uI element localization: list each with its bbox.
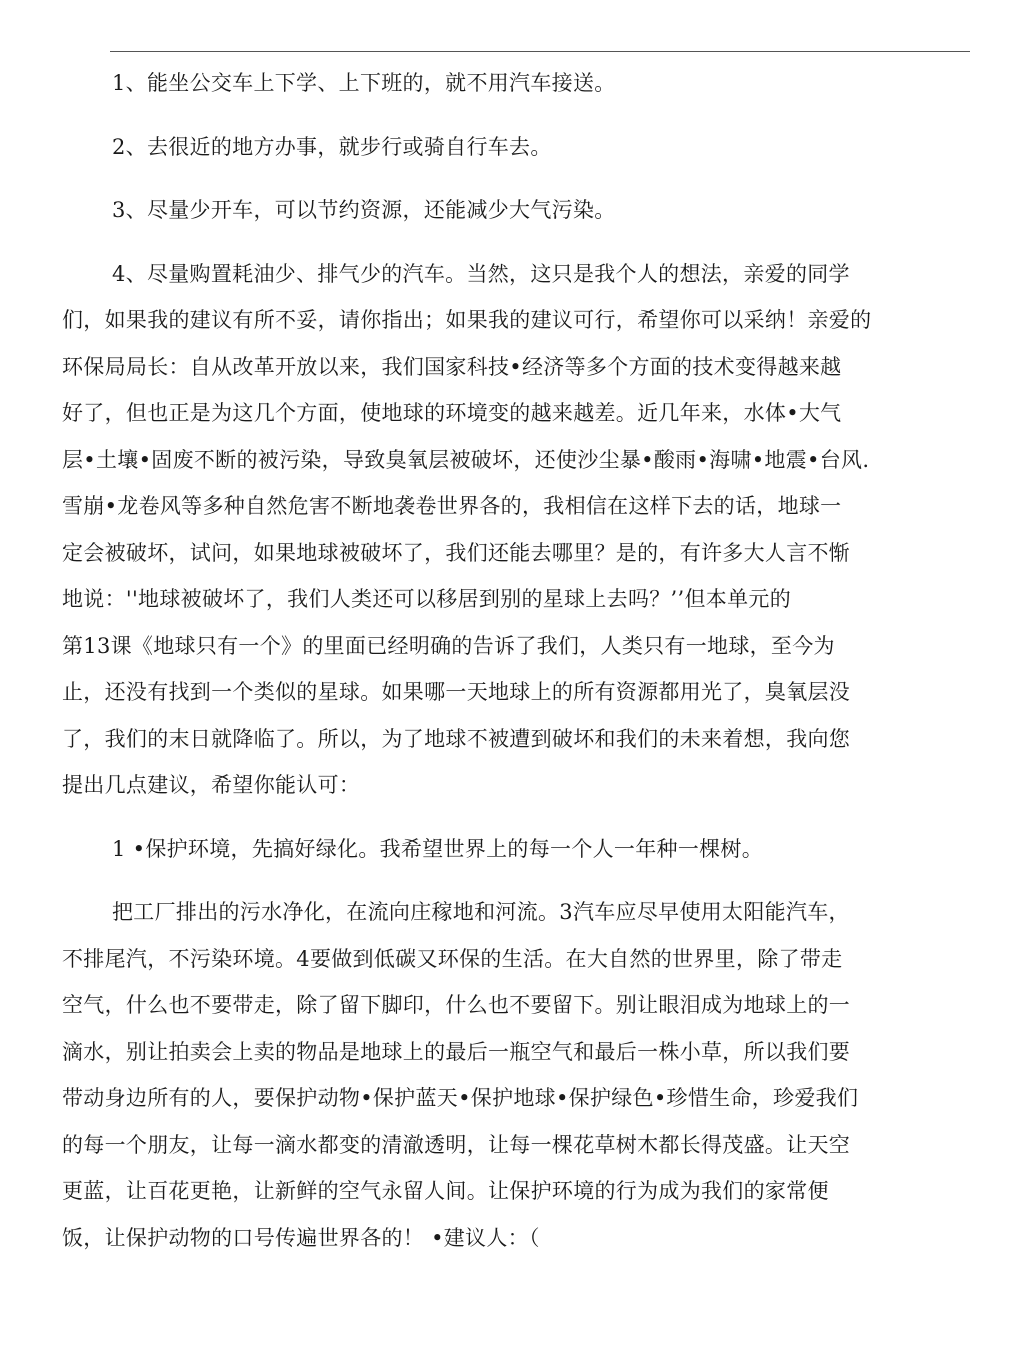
text-line: 层•土壤•固废不断的被污染，导致臭氧层被破坏，还使沙尘暴•酸雨•海啸•地震•台风. [62,447,870,472]
text-line: 雪崩•龙卷风等多种自然危害不断地袭卷世界各的，我相信在这样下去的话，地球一 [62,494,842,518]
text-line: 第13课《地球只有一个》的里面已经明确的告诉了我们，人类只有一地球，至今为 [62,633,835,658]
text-line: 3、尽量少开车，可以节约资源，还能减少大气污染。 [112,198,616,222]
text-line: 空气，什么也不要带走，除了留下脚印，什么也不要留下。别让眼泪成为地球上的一 [62,993,851,1017]
text-line: 好了，但也正是为这几个方面，使地球的环境变的越来越差。近几年来，水体•大气 [62,401,842,425]
paragraph-closing [62,889,962,1261]
text-line: 1、能坐公交车上下学、上下班的，就不用汽车接送。 [112,71,616,95]
suggestion-1 [62,826,962,873]
document-body [62,60,962,1261]
text-line: 4、尽量购置耗油少、排气少的汽车。当然，这只是我个人的想法，亲爱的同学 [112,261,850,286]
text-line: 更蓝，让百花更艳，让新鲜的空气永留人间。让保护环境的行为成为我们的家常便 [62,1179,829,1203]
list-item-2 [62,124,962,171]
text-line: 带动身边所有的人，要保护动物•保护蓝天•保护地球•保护绿色•珍惜生命，珍爱我们 [62,1086,859,1110]
paragraph-main [62,251,962,809]
text-line: 滴水，别让拍卖会上卖的物品是地球上的最后一瓶空气和最后一株小草，所以我们要 [62,1039,851,1064]
text-line: 们，如果我的建议有所不妥，请你指出；如果我的建议可行，希望你可以采纳！亲爱的 [62,308,872,332]
text-line: 定会被破坏，试问，如果地球被破坏了，我们还能去哪里？是的，有许多大人言不惭 [62,540,851,565]
text-line: 了，我们的末日就降临了。所以，为了地球不被遭到破坏和我们的未来着想，我向您 [62,726,851,751]
text-line: 不排尾汽，不污染环境。4要做到低碳又环保的生活。在大自然的世界里，除了带走 [62,946,843,971]
header-rule [110,51,970,52]
text-line: 1 •保护环境，先搞好绿化。我希望世界上的每一个人一年种一棵树。 [112,836,764,861]
text-line: 止，还没有找到一个类似的星球。如果哪一天地球上的所有资源都用光了，臭氧层没 [62,680,851,704]
list-item-3 [62,187,962,234]
list-item-1 [62,60,962,107]
text-line: 地说：''地球被破坏了，我们人类还可以移居到别的星球上去吗？’’但本单元的 [62,587,791,611]
text-line: 提出几点建议，希望你能认可： [62,773,361,797]
text-line: 环保局局长：自从改革开放以来，我们国家科技•经济等多个方面的技术变得越来越 [62,354,842,379]
text-line: 的每一个朋友，让每一滴水都变的清澈透明，让每一棵花草树木都长得茂盛。让天空 [62,1132,851,1157]
text-line: 2、去很近的地方办事，就步行或骑自行车去。 [112,134,552,159]
text-line: 饭，让保护动物的口号传遍世界各的！ •建议人：（ [62,1225,540,1250]
text-line: 把工厂排出的污水净化，在流向庄稼地和河流。3汽车应尽早使用太阳能汽车， [112,900,850,924]
